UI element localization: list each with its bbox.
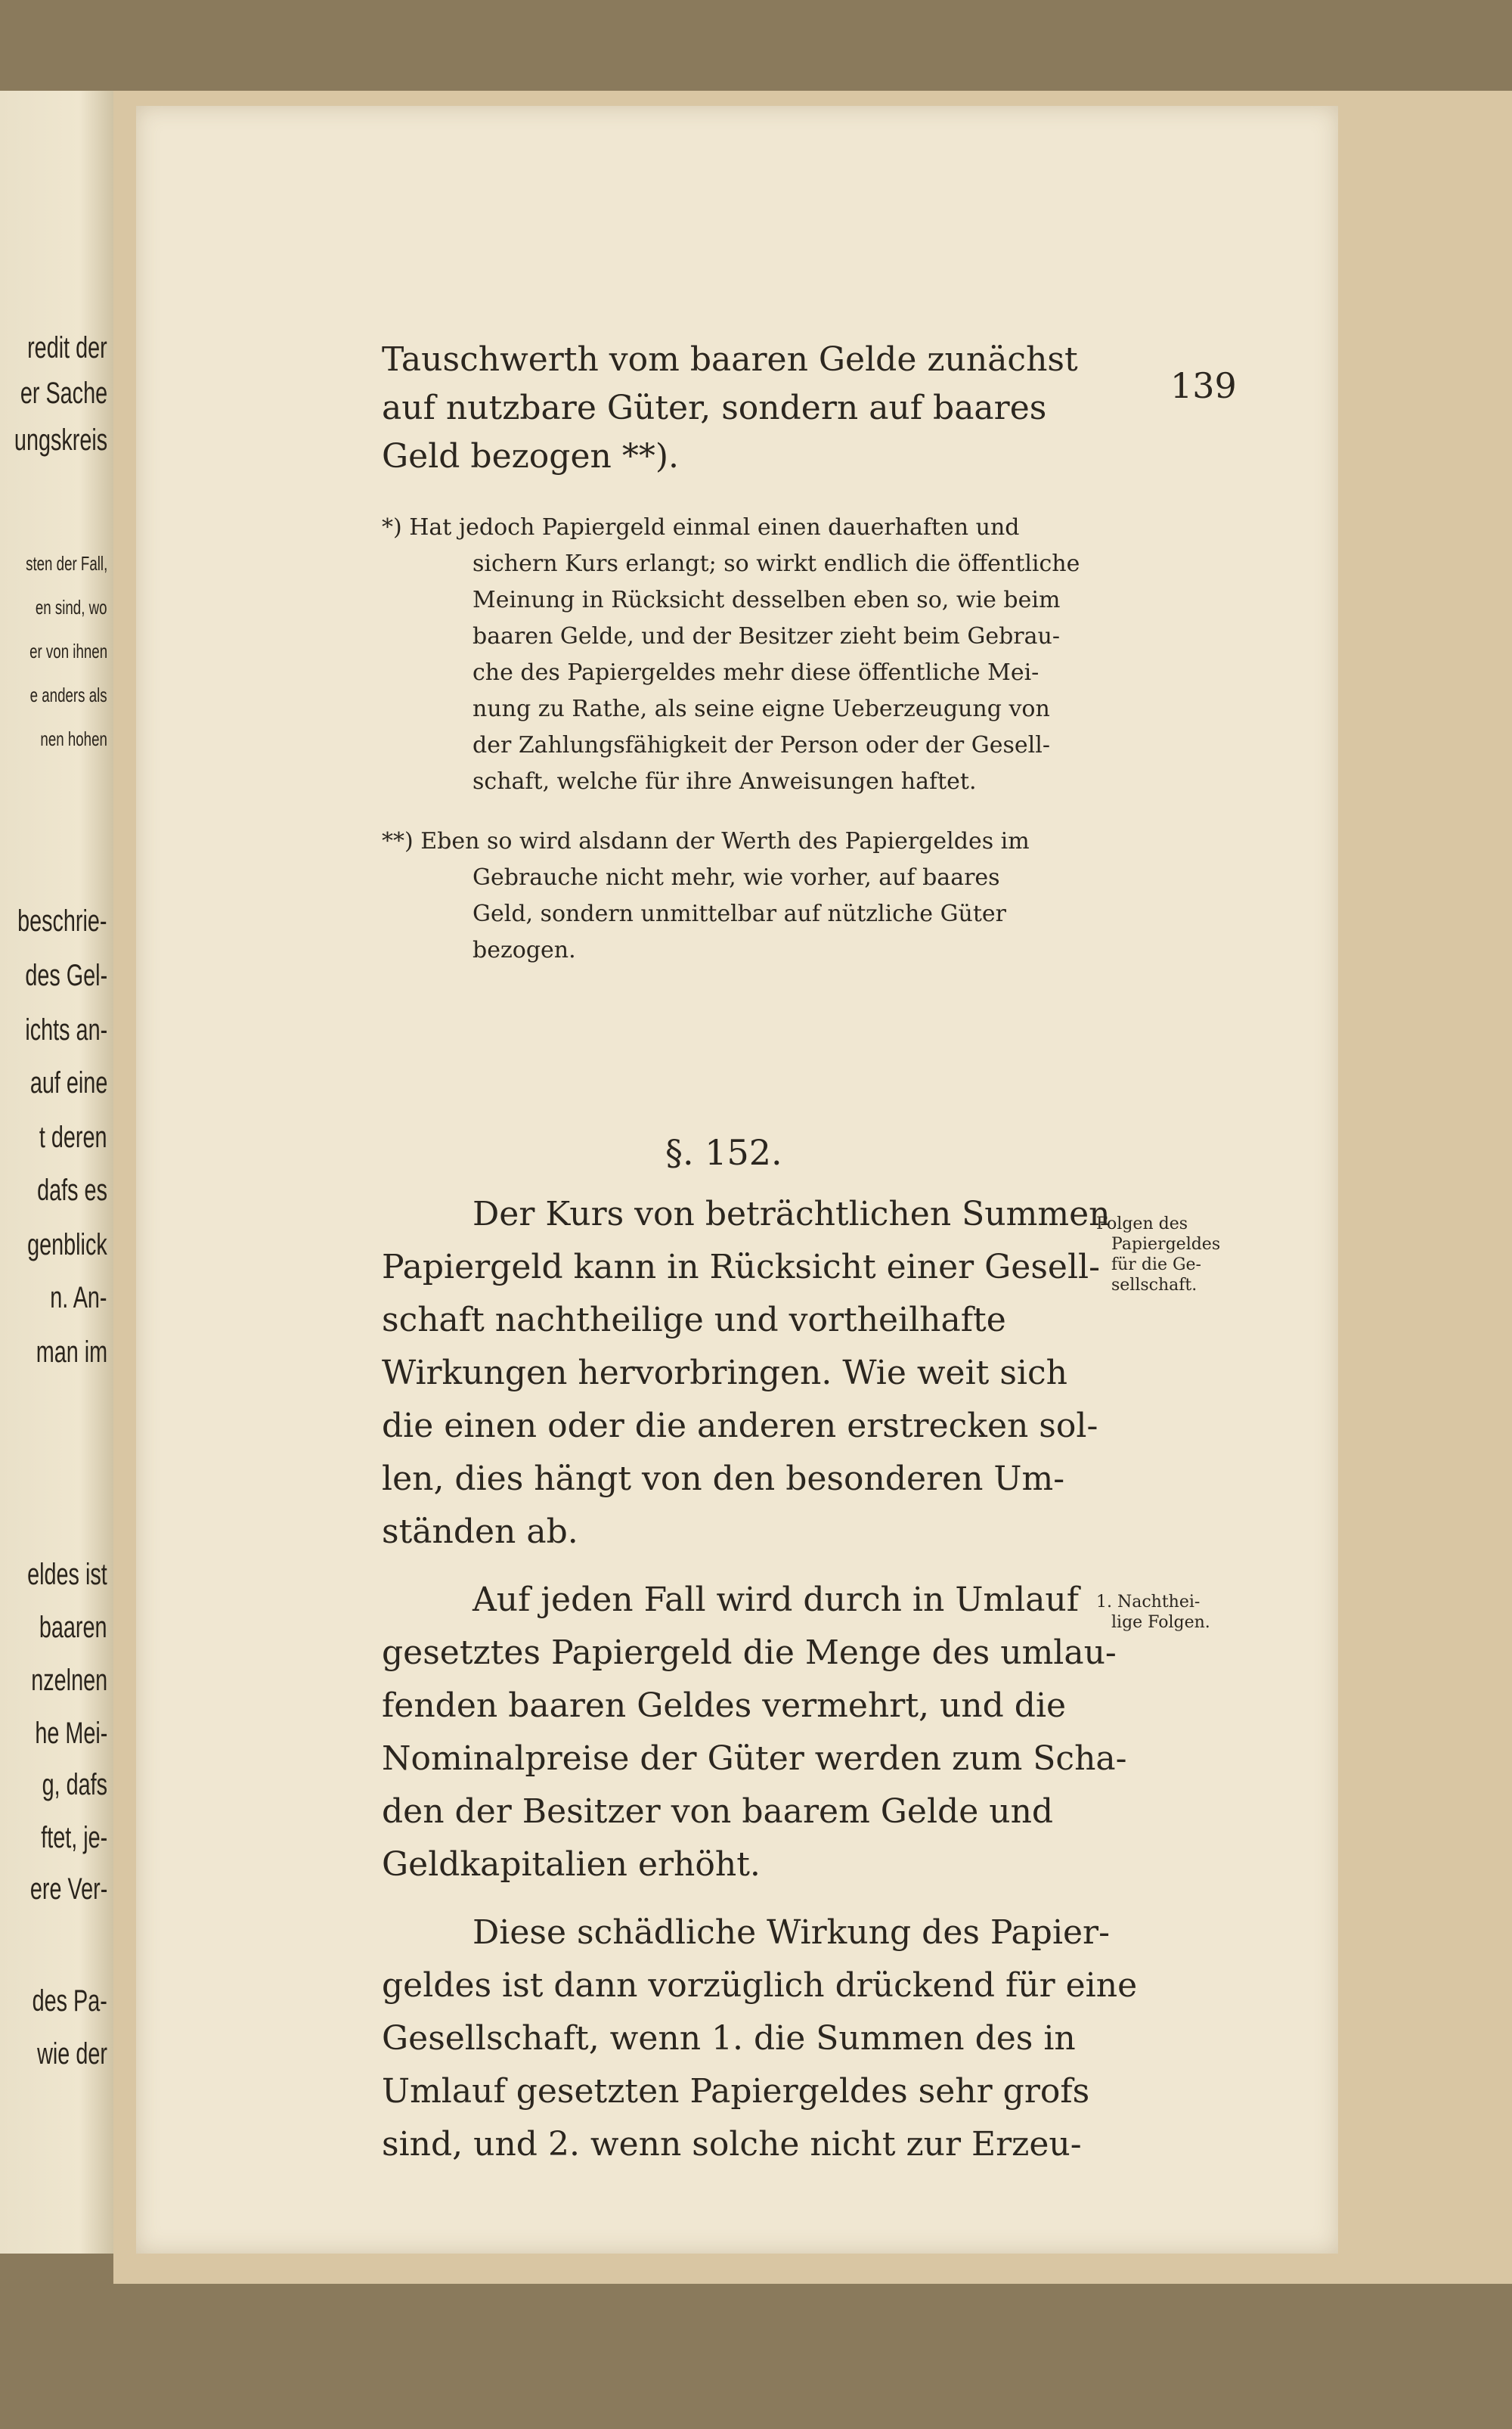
text-line: ständen ab. xyxy=(382,1512,578,1551)
footnote-line: der Zahlungsfähigkeit der Person oder der Gesell- xyxy=(472,732,1050,758)
left-fragment: ichts an- xyxy=(25,1013,107,1047)
left-page-edge xyxy=(0,91,113,2254)
text-line: Tauschwerth vom baaren Gelde zunächst xyxy=(382,340,1078,379)
left-fragment: des Pa- xyxy=(32,1984,107,2018)
text-line: gesetztes Papiergeld die Menge des umlau- xyxy=(382,1633,1117,1672)
left-fragment: nzelnen xyxy=(31,1664,107,1697)
left-fragment: eldes ist xyxy=(27,1558,107,1591)
footnote-line: nung zu Rathe, als seine eigne Ueberzeugung von xyxy=(472,696,1050,722)
left-fragment: er von ihnen xyxy=(29,640,107,662)
text-line: len, dies hängt von den besonderen Um- xyxy=(382,1460,1065,1498)
text-line: den der Besitzer von baarem Gelde und xyxy=(382,1792,1054,1831)
left-fragment: dafs es xyxy=(37,1174,107,1207)
left-fragment: genblick xyxy=(27,1228,107,1261)
footnote-line: schaft, welche für ihre Anweisungen haftet. xyxy=(472,768,977,795)
footnote-line: *) Hat jedoch Papiergeld einmal einen dauerhaften und xyxy=(382,514,1020,541)
left-fragment: des Gel- xyxy=(25,959,107,992)
margin-note-line: Folgen des xyxy=(1096,1214,1188,1233)
left-fragment: sten der Fall, xyxy=(25,552,107,575)
margin-note-line: 1. Nachthei- xyxy=(1096,1593,1201,1612)
footnote-line: bezogen. xyxy=(472,937,576,963)
book-page xyxy=(136,106,1338,2254)
text-line: fenden baaren Geldes vermehrt, und die xyxy=(382,1686,1067,1725)
left-fragment: ungskreis xyxy=(14,423,107,457)
footnote-line: Geld, sondern unmittelbar auf nützliche Güter xyxy=(472,901,1007,927)
left-fragment: auf eine xyxy=(29,1066,107,1100)
left-fragment: redit der xyxy=(27,331,107,365)
text-line: Papiergeld kann in Rücksicht einer Gesell- xyxy=(382,1248,1100,1286)
left-fragment: man im xyxy=(36,1335,107,1369)
text-line: Gesellschaft, wenn 1. die Summen des in xyxy=(382,2019,1076,2058)
section-heading: §. 152. xyxy=(665,1132,782,1173)
text-line: geldes ist dann vorzüglich drückend für eine xyxy=(382,1966,1138,2005)
footnote-line: Gebrauche nicht mehr, wie vorher, auf baares xyxy=(472,864,1000,891)
margin-note-line: sellschaft. xyxy=(1111,1276,1198,1295)
margin-note-1 xyxy=(1096,1214,1220,1295)
left-fragment: ere Ver- xyxy=(29,1872,107,1906)
left-fragment: baaren xyxy=(39,1611,107,1644)
footnote-line: Meinung in Rücksicht desselben eben so, wie beim xyxy=(472,587,1061,613)
text-line: schaft nachtheilige und vortheilhafte xyxy=(382,1301,1006,1339)
text-line: Geldkapitalien erhöht. xyxy=(382,1845,761,1884)
page-number: 139 xyxy=(1170,365,1237,406)
text-line: auf nutzbare Güter, sondern auf baares xyxy=(382,389,1047,427)
left-fragment: ftet, je- xyxy=(40,1821,107,1854)
text-line: Wirkungen hervorbringen. Wie weit sich xyxy=(382,1354,1067,1392)
left-fragment: nen hohen xyxy=(40,727,107,750)
text-line: Diese schädliche Wirkung des Papier- xyxy=(472,1913,1110,1952)
left-fragment: beschrie- xyxy=(17,904,107,938)
left-fragment: wie der xyxy=(37,2037,107,2071)
footnote-line: baaren Gelde, und der Besitzer zieht beim Gebrau- xyxy=(472,623,1060,650)
left-fragment: er Sache xyxy=(20,377,107,410)
margin-note-2 xyxy=(1096,1592,1210,1633)
text-line: Nominalpreise der Güter werden zum Scha- xyxy=(382,1739,1127,1778)
text-line: die einen oder die anderen erstrecken sol- xyxy=(382,1407,1098,1445)
left-fragment: e anders als xyxy=(30,684,107,706)
footnote-line: che des Papiergeldes mehr diese öffentliche Mei- xyxy=(472,659,1040,686)
footnote-line: sichern Kurs erlangt; so wirkt endlich die öffentliche xyxy=(472,551,1080,577)
margin-note-line: Papiergeldes xyxy=(1111,1235,1221,1254)
footnote-line: **) Eben so wird alsdann der Werth des Papiergeldes im xyxy=(382,828,1030,855)
text-line: Auf jeden Fall wird durch in Umlauf xyxy=(472,1581,1080,1619)
left-fragment: en sind, wo xyxy=(36,596,107,619)
left-fragment: he Mei- xyxy=(34,1717,107,1750)
text-line: Geld bezogen **). xyxy=(382,437,679,476)
left-fragment: n. An- xyxy=(50,1281,107,1314)
left-fragment: t deren xyxy=(39,1121,107,1154)
text-line: Der Kurs von beträchtlichen Summen xyxy=(472,1195,1111,1233)
left-fragment: g, dafs xyxy=(42,1768,107,1801)
margin-note-line: für die Ge- xyxy=(1111,1255,1201,1274)
text-line: Umlauf gesetzten Papiergeldes sehr grofs xyxy=(382,2072,1090,2111)
text-line: sind, und 2. wenn solche nicht zur Erzeu- xyxy=(382,2125,1082,2164)
margin-note-line: lige Folgen. xyxy=(1111,1613,1210,1632)
